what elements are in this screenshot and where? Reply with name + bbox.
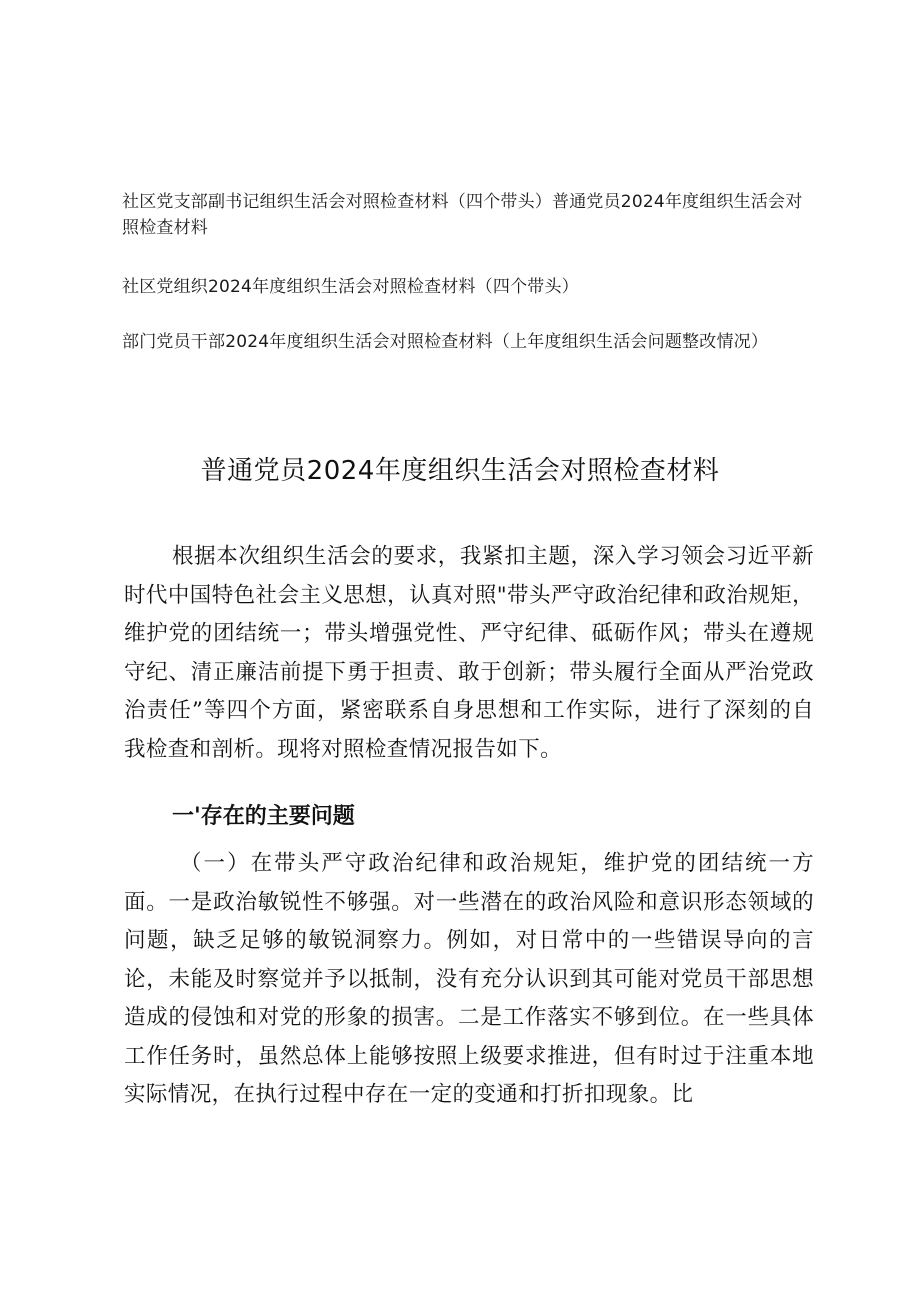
toc-item-2[interactable]: 社区党组织2024年度组织生活会对照检查材料（四个带头） [122,277,579,297]
toc-item-3[interactable]: 部门党员干部2024年度组织生活会对照检查材料（上年度组织生活会问题整改情况） [122,332,769,352]
document-title: 普通党员2024年度组织生活会对照检查材料 [200,456,720,486]
intro-paragraph: 根据本次组织生活会的要求，我紧扣主题，深入学习领会习近平新时代中国特色社会主义思想，认真对照"带头严守政治纪律和政治规矩，维护党的团结统一；带头增强党性、严守纪律、砥砺作风；带头在遵规守纪、清正廉洁前提下勇于担责、敢于创新；带头履行全面从严治党政治责任”等四个方面，紧密联系自身思想和工作实际，进行了深刻的自我检查和剖析。现将对照检查情况报告如下。 [124,544,814,762]
section-paragraph: （一）在带头严守政治纪律和政治规矩，维护党的团结统一方面。一是政治敏锐性不够强。对一些潜在的政治风险和意识形态领域的问题，缺乏足够的敏锐洞察力。例如，对日常中的一些错误导向的言论，未能及时察觉并予以抵制，没有充分认识到其可能对党员干部思想造成的侵蚀和对党的形象的损害。二是工作落实不够到位。在一些具体工作任务时，虽然总体上能够按照上级要求推进，但有时过于注重本地实际情况，在执行过程中存在一定的变通和打折扣现象。比 [124,851,814,1107]
section-heading: 一'存在的主要问题 [172,804,355,829]
toc-item-1[interactable]: 社区党支部副书记组织生活会对照检查材料（四个带头）普通党员2024年度组织生活会对照检查材料 [122,192,803,238]
